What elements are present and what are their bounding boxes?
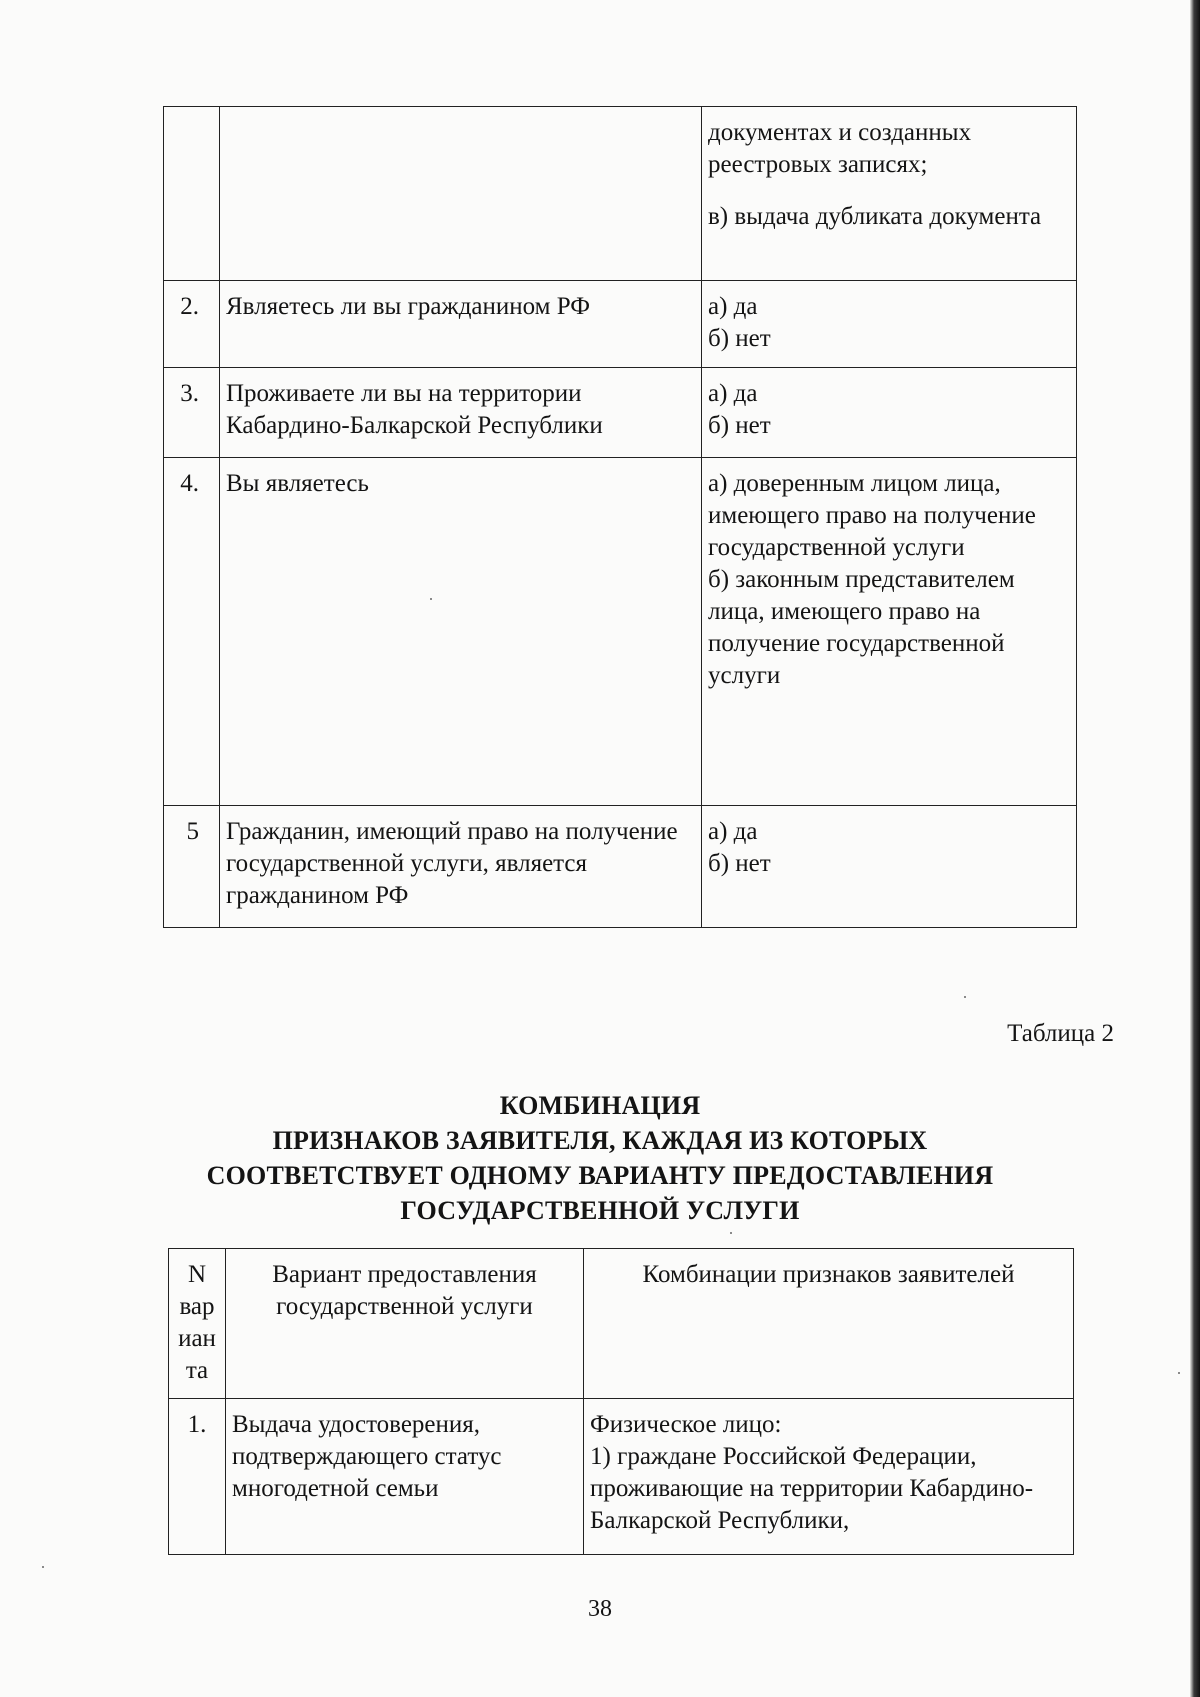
question-cell: Проживаете ли вы на территории Кабардино-Балкарской Республики xyxy=(220,368,702,458)
answer-text: б) нет xyxy=(708,325,771,352)
combination-text: 1) граждане Российской Федерации, проживающие на территории Кабардино-Балкарской Республики, xyxy=(590,1443,1034,1534)
table-header-row xyxy=(169,1249,1074,1399)
row-number: 4. xyxy=(164,458,220,806)
scan-speck xyxy=(964,996,966,998)
answer-text: а) доверенным лицом лица, имеющего право на получение государственной услуги xyxy=(708,470,1036,561)
section-heading xyxy=(0,1088,1200,1228)
answer-text: а) да xyxy=(708,293,758,320)
page-number: 38 xyxy=(588,1596,612,1622)
question-cell: Вы являетесь xyxy=(220,458,702,806)
answers-cell xyxy=(702,107,1077,281)
row-number: 5 xyxy=(164,806,220,928)
combination-text: Физическое лицо: xyxy=(590,1411,782,1438)
table-row xyxy=(164,281,1077,368)
question-cell: Являетесь ли вы гражданином РФ xyxy=(220,281,702,368)
variants-table xyxy=(168,1248,1074,1555)
table-row xyxy=(164,368,1077,458)
answers-cell xyxy=(702,281,1077,368)
table-2-label: Таблица 2 xyxy=(1007,1020,1114,1047)
question-cell xyxy=(220,107,702,281)
table-row xyxy=(169,1399,1074,1555)
answer-text: документах и созданных реестровых записях; xyxy=(708,119,972,178)
answers-cell xyxy=(702,806,1077,928)
answers-cell xyxy=(702,368,1077,458)
variant-cell: Выдача удостоверения, подтверждающего статус многодетной семьи xyxy=(226,1399,584,1555)
column-header-variant: Вариант предоставления государственной услуги xyxy=(226,1249,584,1399)
answer-text: б) нет xyxy=(708,412,771,439)
answer-text: б) нет xyxy=(708,850,771,877)
combinations-cell xyxy=(584,1399,1074,1555)
table-row xyxy=(164,806,1077,928)
scan-speck xyxy=(1178,1372,1180,1374)
heading-line: ГОСУДАРСТВЕННОЙ УСЛУГИ xyxy=(400,1196,800,1225)
column-header-number: N вар иан та xyxy=(169,1249,226,1399)
row-number xyxy=(164,107,220,281)
scan-edge-shadow xyxy=(1190,0,1200,1697)
question-cell: Гражданин, имеющий право на получение государственной услуги, является гражданином РФ xyxy=(220,806,702,928)
row-number: 1. xyxy=(169,1399,226,1555)
answer-text: а) да xyxy=(708,818,758,845)
row-number: 2. xyxy=(164,281,220,368)
questions-table xyxy=(163,106,1077,928)
scan-speck xyxy=(42,1566,44,1568)
scan-speck xyxy=(430,598,432,600)
answer-text: в) выдача дубликата документа xyxy=(708,203,1042,230)
table-row xyxy=(164,107,1077,281)
column-header-combinations: Комбинации признаков заявителей xyxy=(584,1249,1074,1399)
row-number: 3. xyxy=(164,368,220,458)
scan-speck xyxy=(730,1232,732,1234)
heading-line: КОМБИНАЦИЯ xyxy=(499,1091,701,1120)
answers-cell xyxy=(702,458,1077,806)
answer-text: б) законным представителем лица, имеющего право на получение государственной услуги xyxy=(708,566,1015,689)
table-row xyxy=(164,458,1077,806)
heading-line: ПРИЗНАКОВ ЗАЯВИТЕЛЯ, КАЖДАЯ ИЗ КОТОРЫХ xyxy=(272,1126,928,1155)
heading-line: СООТВЕТСТВУЕТ ОДНОМУ ВАРИАНТУ ПРЕДОСТАВЛЕНИЯ xyxy=(206,1161,994,1190)
answer-text: а) да xyxy=(708,380,758,407)
